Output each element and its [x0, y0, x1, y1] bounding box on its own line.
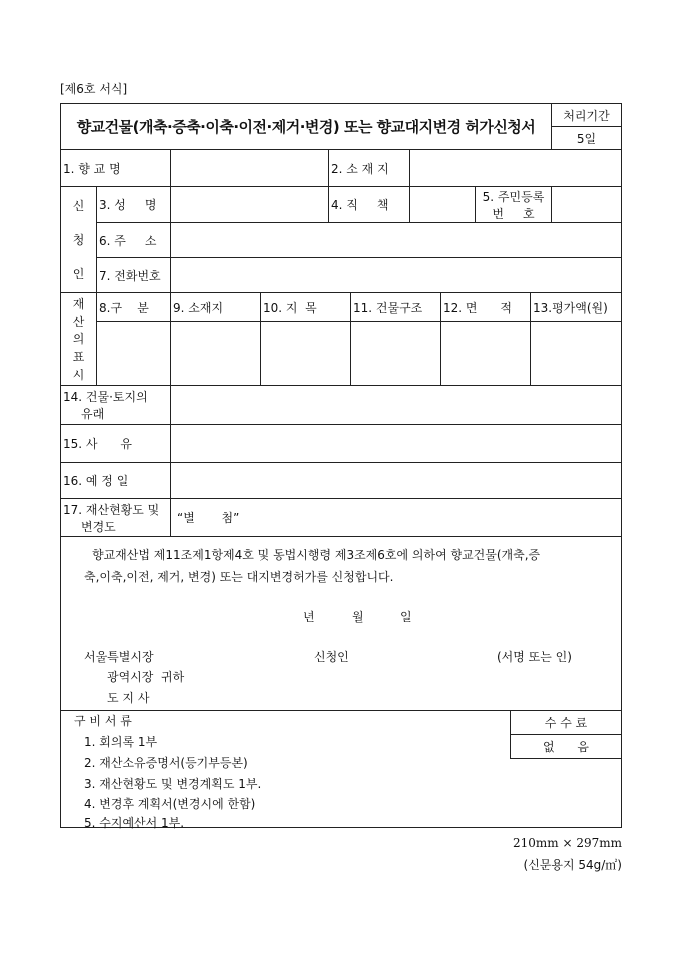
document-item: 1. 회의록 1부	[84, 735, 158, 749]
reason-input[interactable]	[170, 424, 622, 463]
date-year: 년	[303, 610, 315, 624]
property-header-value: 13.평가액(원)	[530, 292, 622, 322]
fee-value: 없 음	[510, 734, 622, 759]
location-input[interactable]	[409, 149, 622, 187]
property-char: 표	[72, 350, 85, 365]
recipient-metro: 광역시장 귀하	[107, 670, 185, 684]
documents-heading: 구 비 서 류	[74, 714, 132, 728]
form-title: 향교건물(개축·증축·이축·이전·제거·변경) 또는 향교대지변경 허가신청서	[60, 103, 552, 150]
document-item: 2. 재산소유증명서(등기부등본)	[84, 756, 248, 770]
scheduled-date-input[interactable]	[170, 462, 622, 499]
property-char: 재	[72, 297, 85, 312]
processing-period-label: 처리기간	[551, 103, 622, 127]
origin-input[interactable]	[170, 385, 622, 425]
phone-label: 7. 전화번호	[96, 257, 171, 293]
recipient-governor: 도 지 사	[107, 691, 150, 705]
property-map-label-line2: 변경도	[81, 519, 116, 534]
property-map-value: “별 첨”	[170, 498, 622, 537]
address-label: 6. 주 소	[96, 222, 171, 258]
resident-number-label	[475, 186, 552, 223]
position-label: 4. 직 책	[328, 186, 410, 223]
property-header-area: 12. 면 적	[440, 292, 531, 322]
origin-label	[60, 385, 171, 425]
property-location-input[interactable]	[170, 321, 261, 386]
recipient-seoul: 서울특별시장	[84, 650, 154, 664]
name-input[interactable]	[170, 186, 329, 223]
origin-label-line2: 유래	[81, 407, 105, 421]
date-month: 월	[352, 610, 364, 624]
fee-label: 수 수 료	[510, 710, 622, 735]
applicant-group-label	[60, 186, 97, 293]
property-header-structure: 11. 건물구조	[350, 292, 441, 322]
property-header-location: 9. 소재지	[170, 292, 261, 322]
paper-size: 210mm × 297mm	[512, 836, 622, 850]
applicant-char: 인	[72, 266, 85, 281]
origin-label-line1: 14. 건물·토지의	[63, 390, 148, 404]
resident-number-label-line1: 5. 주민등록	[482, 189, 545, 204]
property-value-input[interactable]	[530, 321, 622, 386]
signature-label: (서명 또는 인)	[497, 650, 572, 664]
property-land-type-input[interactable]	[260, 321, 351, 386]
property-map-label-line1: 17. 재산현황도 및	[63, 502, 160, 517]
processing-period-value: 5일	[551, 126, 622, 150]
applicant-label: 신청인	[314, 650, 349, 664]
property-area-input[interactable]	[440, 321, 531, 386]
resident-number-input[interactable]	[551, 186, 622, 223]
position-input[interactable]	[409, 186, 476, 223]
name-label: 3. 성 명	[96, 186, 171, 223]
resident-number-label-line2: 번 호	[492, 206, 535, 221]
document-item: 3. 재산현황도 및 변경계획도 1부.	[84, 777, 262, 791]
applicant-char: 신	[72, 199, 85, 214]
phone-input[interactable]	[170, 257, 622, 293]
applicant-char: 청	[72, 232, 85, 247]
reason-label: 15. 사 유	[60, 424, 171, 463]
statement-line1: 향교재산법 제11조제1항제4호 및 동법시행령 제3조제6호에 의하여 향교건물(개축,증	[92, 548, 541, 562]
location-label: 2. 소 재 지	[328, 149, 410, 187]
property-char: 산	[72, 314, 85, 329]
document-item: 5. 수지예산서 1부.	[84, 816, 185, 830]
hyanggyo-name-input[interactable]	[170, 149, 329, 187]
date-day: 일	[400, 610, 412, 624]
document-item: 4. 변경후 계획서(변경시에 한함)	[84, 797, 256, 811]
address-input[interactable]	[170, 222, 622, 258]
scheduled-date-label: 16. 예 정 일	[60, 462, 171, 499]
statement-line2: 축,이축,이전, 제거, 변경) 또는 대지변경허가를 신청합니다.	[84, 570, 394, 584]
property-group-label	[60, 292, 97, 386]
property-header-category: 8.구 분	[96, 292, 171, 322]
hyanggyo-name-label: 1. 향 교 명	[60, 149, 171, 187]
property-char: 시	[72, 367, 85, 382]
property-header-land-type: 10. 지 목	[260, 292, 351, 322]
property-char: 의	[72, 332, 85, 347]
property-structure-input[interactable]	[350, 321, 441, 386]
form-number: [제6호 서식]	[60, 82, 128, 96]
paper-type: (신문용지 54g/㎡)	[523, 858, 622, 872]
property-map-label	[60, 498, 171, 537]
property-category-input[interactable]	[96, 321, 171, 386]
